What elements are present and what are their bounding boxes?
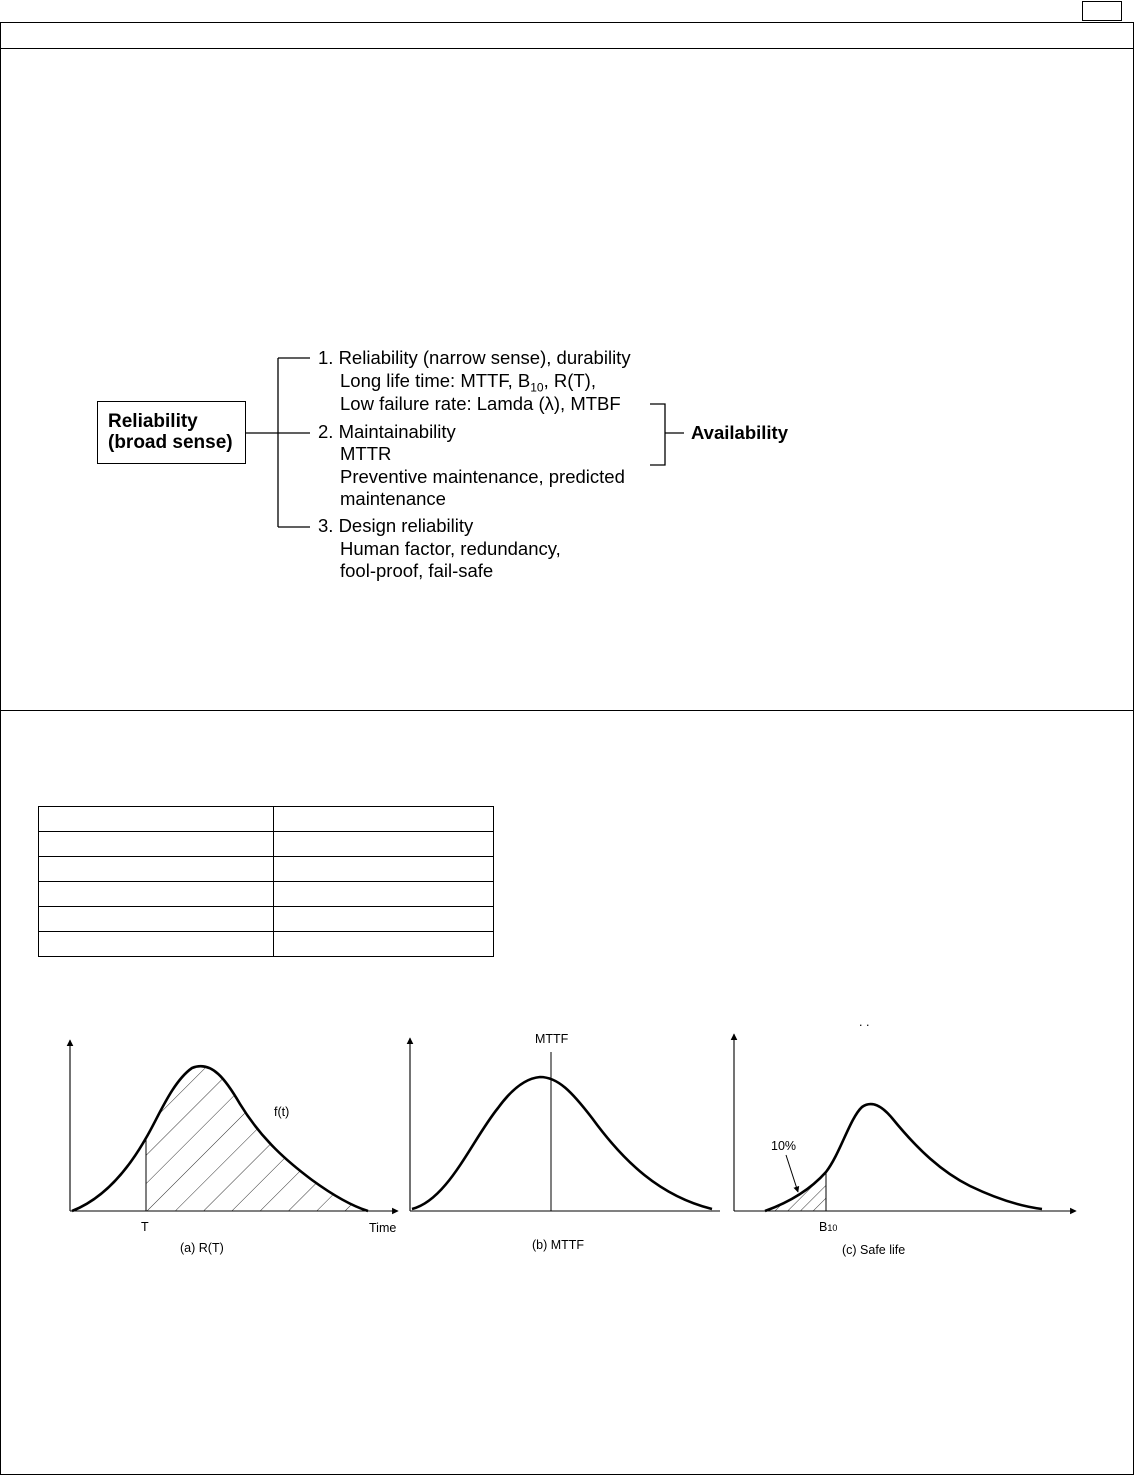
t-label: T	[141, 1220, 149, 1234]
chart-c	[734, 1034, 1076, 1211]
b10-subscript: 10	[530, 380, 544, 395]
branch-2-line-3: Preventive maintenance, predicted	[340, 466, 625, 487]
pct-pointer-arrow	[786, 1155, 798, 1192]
chart-a	[70, 1040, 398, 1211]
branch-1-line-2-tail: , R(T),	[543, 370, 596, 391]
curve-label-a: f(t)	[274, 1105, 290, 1119]
mttf-top-label: MTTF	[535, 1032, 569, 1046]
chart-b	[410, 1038, 720, 1211]
density-curve-b	[412, 1077, 712, 1209]
b10-area	[765, 1172, 826, 1211]
branch-1-line-3: Low failure rate: Lamda (λ), MTBF	[340, 393, 621, 414]
b10-label-letter: B	[819, 1220, 828, 1234]
reliability-area-a	[146, 1066, 368, 1211]
caption-c: (c) Safe life	[842, 1243, 906, 1257]
caption-a: (a) R(T)	[180, 1241, 224, 1255]
b10-label-sub: 10	[827, 1223, 838, 1233]
branch-3-title: 3. Design reliability	[318, 515, 474, 536]
root-label-line1: Reliability	[108, 411, 198, 432]
branch-2-line-2: MTTR	[340, 443, 392, 464]
branch-2-line-4: maintenance	[340, 488, 446, 509]
branch-1-line-2-text: Long life time: MTTF, B	[340, 370, 531, 391]
pct-label: 10%	[771, 1139, 797, 1153]
top-marks-c: . .	[859, 1015, 870, 1029]
branch-3-line-2: Human factor, redundancy,	[340, 538, 561, 559]
x-axis-label-a: Time	[369, 1221, 397, 1235]
b10-label	[819, 1220, 837, 1234]
caption-b: (b) MTTF	[532, 1238, 585, 1252]
availability-label: Availability	[691, 422, 788, 443]
root-label-line2: (broad sense)	[108, 432, 233, 453]
branch-2-title: 2. Maintainability	[318, 421, 456, 442]
branch-1-title: 1. Reliability (narrow sense), durability	[318, 347, 631, 368]
branch-3-line-3: fool-proof, fail-safe	[340, 560, 494, 581]
